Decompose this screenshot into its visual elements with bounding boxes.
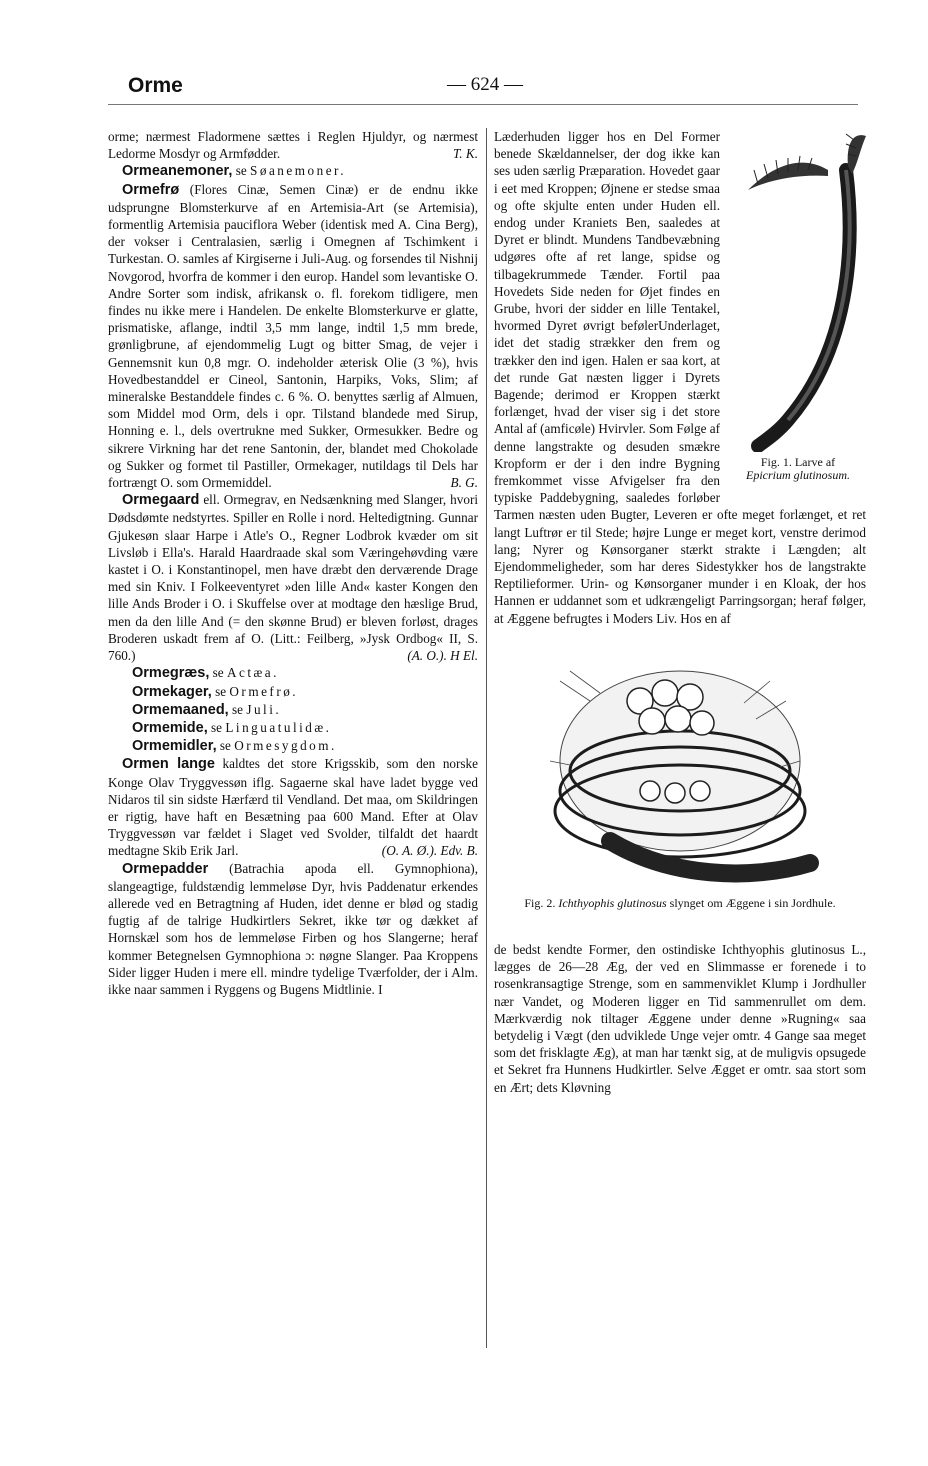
figure-2 xyxy=(494,641,866,931)
entry-ormegaard: Ormegaard ell. Ormegrav, en Nedsænkning med Slanger, hvori Dødsdømte nedstyrtes. Spiller en Rolle i nord. Heltedigtning. Gunnar Gjukesøn slaar Harpe i Atle's O., Regner Lodbrok kvæder om sit Livsløb i Ella's. Harald Haardraade skal som Væringehøvding være kastet i O. i Konstantinopel, men have dræbt den derværende Drage med sin Kniv. I Folkeeventyret »den lille And« kaster Kongen den lille Ands Broder i O. i Skuffelse over at modtage den hæslige Brud, men da den lille And (= den skønne Brud) er bleven forløst, drages Broderen uskadt frem af O. (Litt.: Feilberg, »Jysk Ordbog« II, S. 760.) (A. O.). H El. xyxy=(108,492,478,664)
headword: Ormeanemoner, xyxy=(122,163,233,180)
headword: Ormefrø xyxy=(122,181,180,198)
figure-1 xyxy=(728,130,868,492)
entry-ormepadder: Ormepadder (Batrachia apoda ell. Gymnophiona), slangeagtige, fuldstændig lemmeløse Dyr, hvis Paddenatur erkendes allerede ved en Betragtning af Huden, idet denne er blød og stadig fugtig af de talrige Hudkirtlers Sekret, ikke tør og dækket af Hornskæl som hos de lemmeløse Firben og hos Slangerne; heraf kommer Betegnelsen Gymnophiona ɔ: nøgne Slanger. Paa Kroppens Sider ligger Huden i mere ell. mindre tydelige Tværfolder, der i Alm. ikke naar sammen i Ryggens og Bugens Midtlinie. I xyxy=(108,860,478,997)
larva-illustration xyxy=(728,130,868,452)
right-column xyxy=(494,128,866,1096)
cross-reference: Ormekager, se Ormefrø. xyxy=(132,683,299,700)
cross-reference: Ormemaaned, se Juli. xyxy=(132,701,282,718)
continuation-paragraph: orme; nærmest Fladormene sættes i Reglen Hjuldyr, og nærmest Ledorme Mosdyr og Armfødder. T. K. xyxy=(108,129,478,162)
entry-ormefro: Ormefrø (Flores Cinæ, Semen Cinæ) er de endnu ikke udsprungne Blomsterkurve af en Artemisia-Art (se Artemisia), formentlig Artemisia pauciflora Weber (identisk med A. Cina Berg), der vokser i Centralasien, særlig i Omegnen af Tschimkent i Turkestan. O. samles af Kirgiserne i Juli-Aug. og forsendes til Nishnij Novgorod, hvorfra de kommer i den europ. Handel som levantiske O. Andre Sorter som indisk, afrikansk o. fl. forekom tidligere, men findes nu ikke mere i Handelen. De enkelte Blomsterkurve er glatte, prismatiske, aflange, indtil 3,5 mm lange, indtil 1,5 mm brede, grønligbrune, af ejendommelig Lugt og bitter Smag, de vejer i Gennemsnit kun 0,8 mgr. O. indeholder æterisk Olie (3 %), hvis Hovedbestanddel er Cineol, Santonin, Harpiks, Voks, Slim; af mineralske Bestanddele findes c. 6 %. O. benyttes særlig af Almuen, som Middel mod Orm, dels i opr. Tilstand blandede med Sirup, Honning e. l., dels overtrukne med Sukker, Ormesukker. Bedre og sikrere Virkning har det rene Santonin, der, blandet med Chokolade og Sukker og formet til Pastiller, Ormekager, nutildags til Dels har fortrængt O. som Ormemiddel. B. G. xyxy=(108,181,479,491)
headword: Ormegaard xyxy=(122,492,200,509)
header-rule xyxy=(108,104,858,105)
figure-1-caption: Fig. 1. Larve af Epicrium glutinosum. xyxy=(746,455,850,482)
signature: (A. O.). H El. xyxy=(407,648,478,664)
column-divider xyxy=(486,128,487,1348)
cross-reference: Ormegræs, se Actæa. xyxy=(132,665,279,682)
cross-reference: Ormemidler, se Ormesygdom. xyxy=(132,738,337,755)
figure-2-caption: Fig. 2. Ichthyophis glutinosus slynget om Æggene i sin Jordhule. xyxy=(524,895,836,910)
headword: Ormen lange xyxy=(122,756,215,773)
headword: Ormepadder xyxy=(122,860,209,877)
signature: (O. A. Ø.). Edv. B. xyxy=(381,843,478,859)
running-head-word: Orme xyxy=(128,74,183,97)
page-number: — 624 — xyxy=(447,74,523,95)
cross-reference: Ormemide, se Linguatulidæ. xyxy=(132,719,332,736)
continuation-paragraph: Læderhuden ligger hos en Del Former benede Skældannelser, der dog ikke kan ses uden særlig Præparation. Hovedet gaar i eet med Kroppen; Øjnene er stedse smaa og ofte skjulte enten under Huden ell. endog under Kraniets Ben, saaledes at Dyret er blindt. Mundens Tandbevæbning udgøres ofte af ret lange, spidse og tilbagekrummede Tænder. Fortil paa Hovedets Side neden for Øjet findes en Grube, hvori der sidder en lille Tentakel, hvormed Dyret øvrigt befølerUnderlaget, idet det stadig strækker den frem og trækker den ind igen. Halen er saa kort, at det runde Gat næsten ligger i Dyrets Bagende; derimod er Kroppen stærkt forlænget, hvad der viser sig i det store Antal af (amficøle) Hvirvler. Som Følge af denne langstrakte og desuden smækre Kropform er der i den indre Bygning fremkommet visse Afvigelser fra den typiske Paddebygning, saaledes forløber Tarmen næsten uden Bugter, Leveren er ofte meget forlænget, et ret langt Luftrør er til Stede; højre Lunge er meget kort, venstre derimod lang; Nyrer og Kønsorganer stærkt strakte i Længden; alt Ejendommeligheder, som har deres Sidestykker hos de langstrakte Reptilieformer. Urin- og Kønsorganer munder i en Kloak, der hos Hannen er uddannet som et udkrængeligt Parringsorgan; heraf følger, at Æggene befrugtes i Moders Liv. Hos en af xyxy=(494,129,866,626)
entry-ormeanemoner: Ormeanemoner, se Søanemoner. xyxy=(122,163,347,180)
signature: B. G. xyxy=(450,475,478,491)
continuation-paragraph-2: de bedst kendte Former, den ostindiske Ichthyophis glutinosus L., lægges de 26—28 Æg, der ved en Slimmasse er forenede i to rosenkransagtige Strenge, som en sammenviklet Klump i Jordhuller nær Vandet, og Moderen ligger en Tid sammenrullet om dem. Mærkværdig nok tiltager Æggene under denne »Rugning« saa betydelig i Vægt (den udviklede Unge vejer omtr. 4 Gange saa meget som det frisklagte Æg), at man har tænkt sig, at de muligvis opsugede et Sekret fra Hunnens Hudkirtler. Selve Ægget er omtr. saa stort som en Ært; dets Kløvning xyxy=(494,941,866,1095)
left-column xyxy=(108,128,478,998)
coiled-caecilian-illustration xyxy=(530,641,830,891)
entry-ormen-lange: Ormen lange kaldtes det store Krigsskib, som den norske Konge Olav Tryggvessøn iflg. Sagaerne skal have ladet bygge ved Nidaros til sin sidste Hærfærd til Vendland. Det maa, om Skildringen er rigtig, have haft en Besætning paa 600 Mand. Efter at Olav Tryggvessøn var fældet i Slaget ved Svolder, tilfaldt det haardt medtagne Skib Erik Jarl. (O. A. Ø.). Edv. B. xyxy=(108,756,478,859)
signature: T. K. xyxy=(452,146,478,162)
